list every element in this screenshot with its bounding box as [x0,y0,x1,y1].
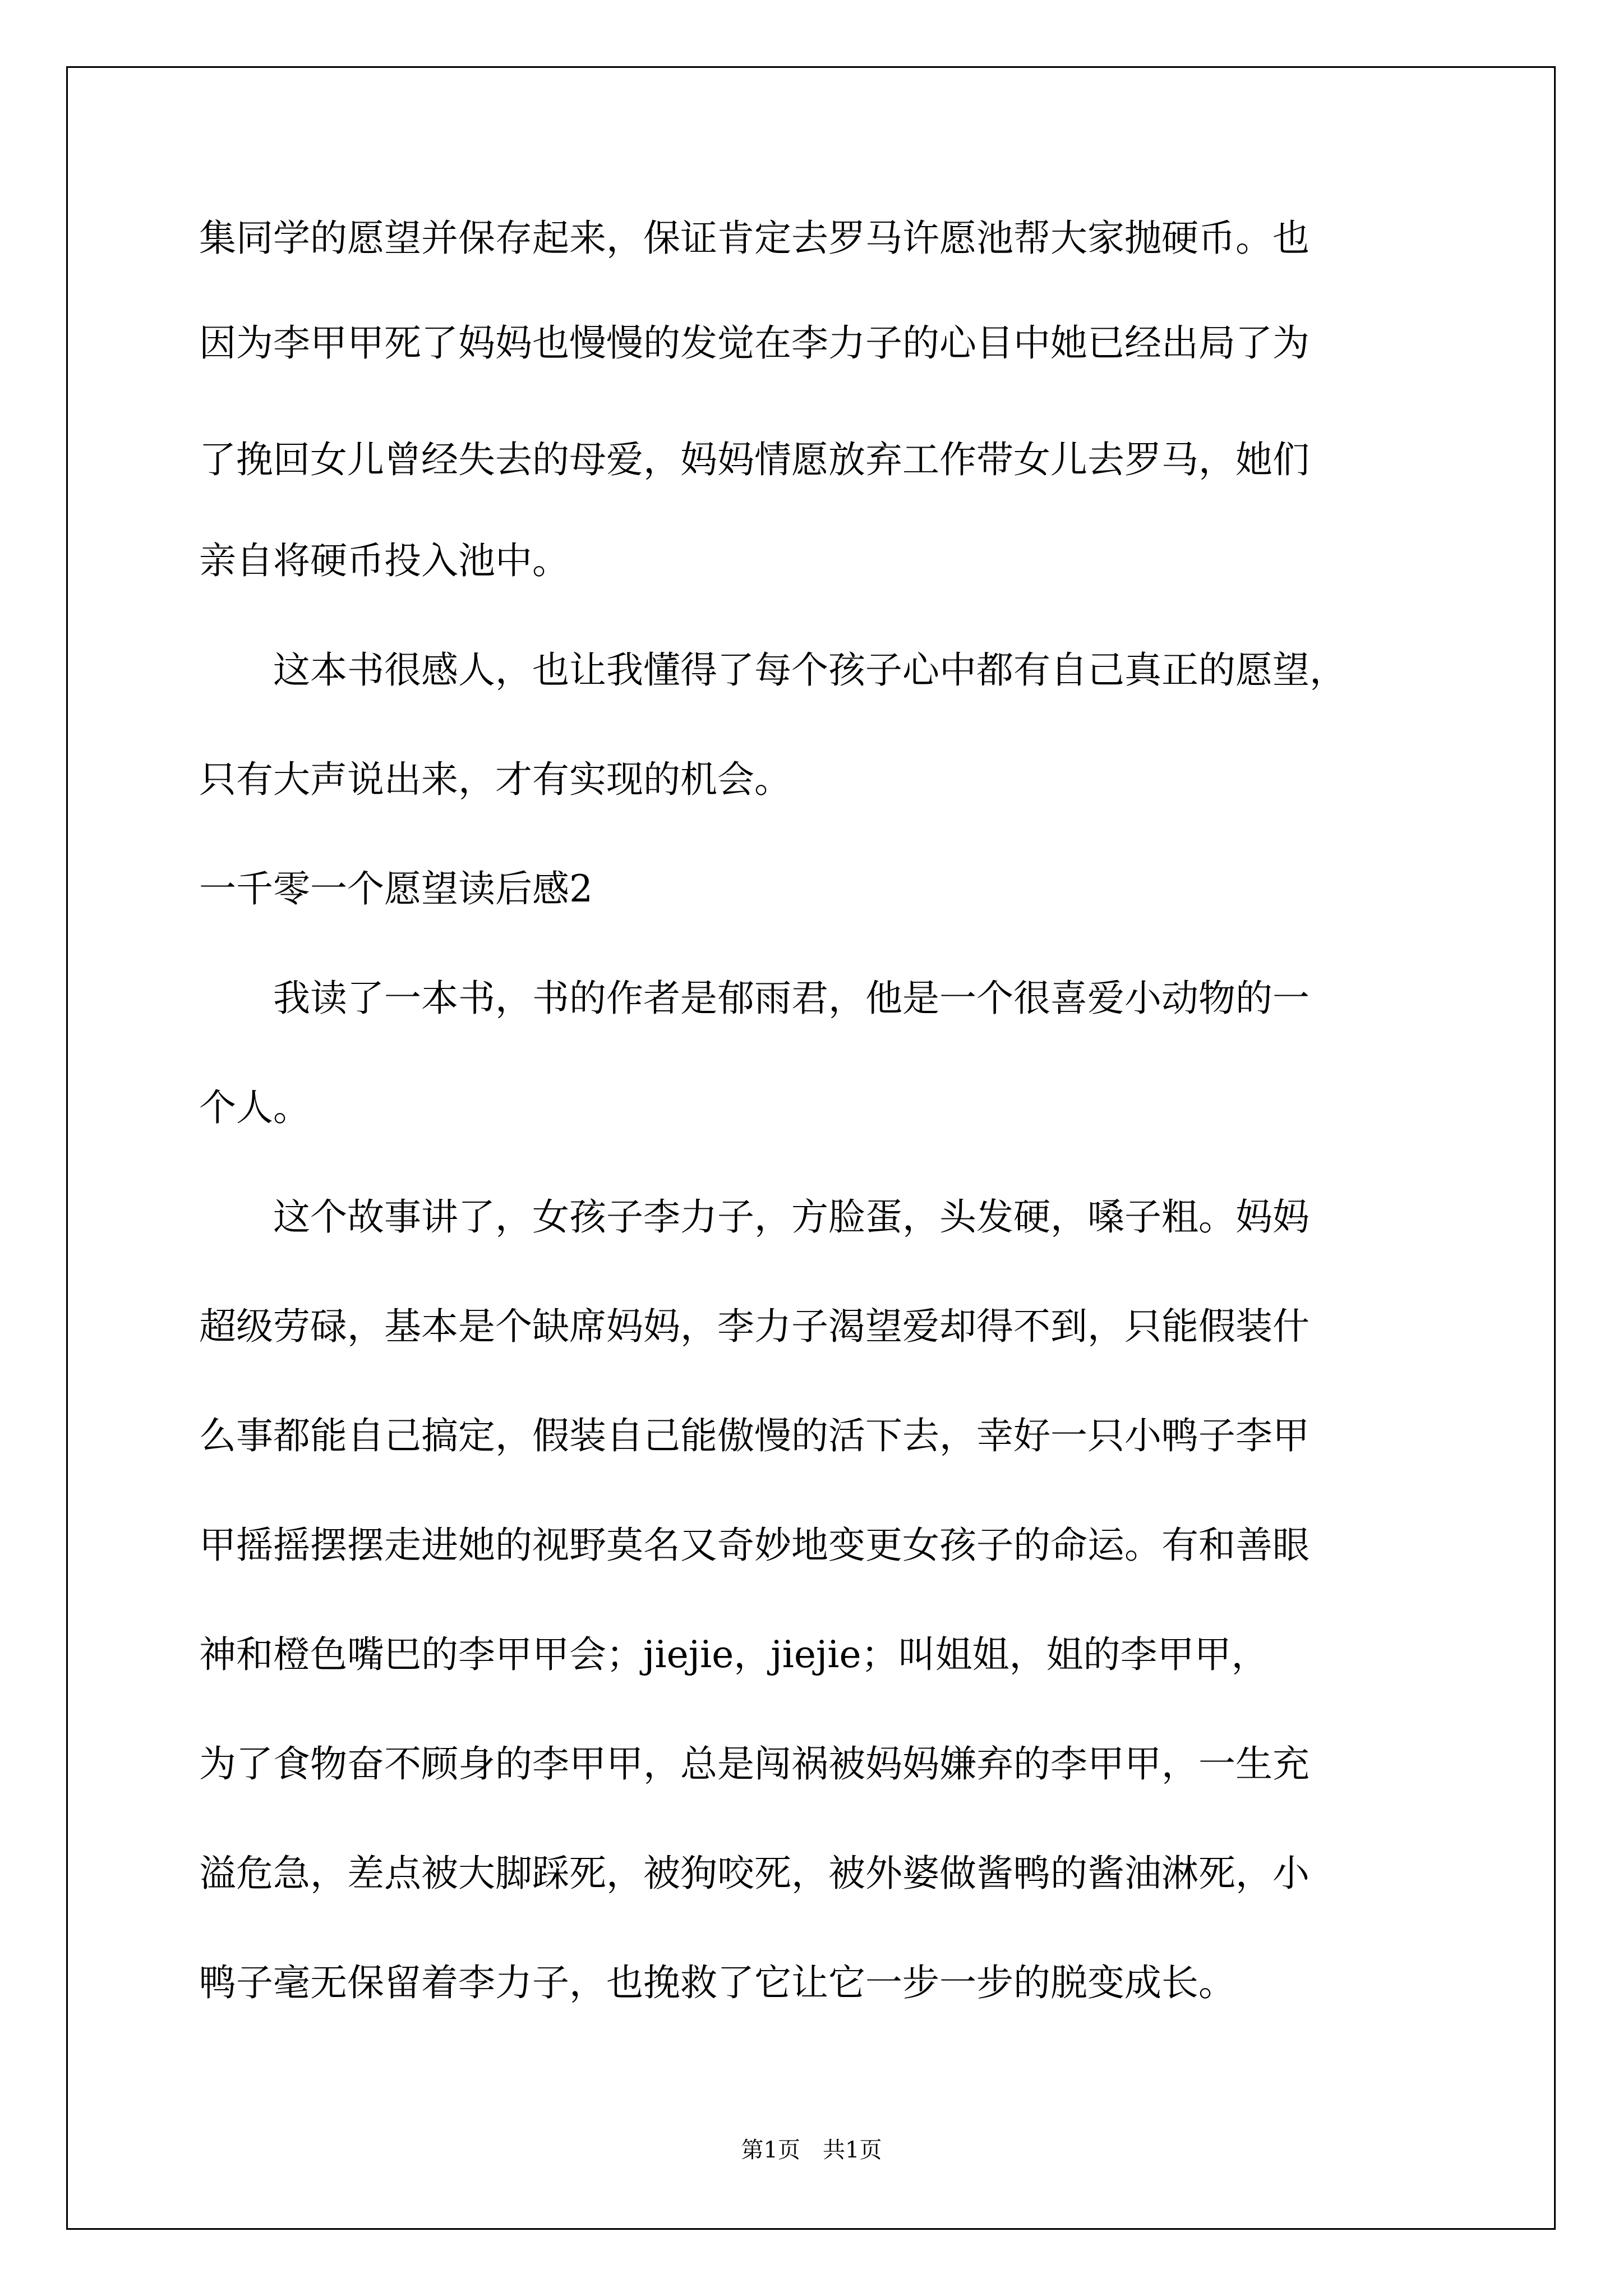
text-line: 溢危急，差点被大脚踩死，被狗咬死，被外婆做酱鸭的酱油淋死，小 [199,1852,1310,1895]
text-line: 个人。 [199,1086,310,1129]
text-line: 亲自将硬币投入池中。 [199,539,569,582]
text-line: 只有大声说出来，才有实现的机会。 [199,758,791,801]
text-line: 甲摇摇摆摆走进她的视野莫名又奇妙地变更女孩子的命运。有和善眼 [199,1524,1310,1567]
text-line: 了挽回女儿曾经失去的母爱，妈妈情愿放弃工作带女儿去罗马，她们 [199,438,1310,481]
text-line: 鸭子毫无保留着李力子，也挽救了它让它一步一步的脱变成长。 [199,1961,1235,2004]
text-line: 这本书很感人，也让我懂得了每个孩子心中都有自己真正的愿望， [199,648,1347,692]
text-line: 因为李甲甲死了妈妈也慢慢的发觉在李力子的心目中她已经出局了为 [199,321,1310,365]
text-line: 超级劳碌，基本是个缺席妈妈，李力子渴望爱却得不到，只能假装什 [199,1305,1310,1348]
page-footer: 第1页 共1页 [741,2137,882,2163]
text-line: 这个故事讲了，女孩子李力子，方脸蛋，头发硬，嗓子粗。妈妈 [199,1195,1310,1239]
section-heading: 一千零一个愿望读后感2 [199,867,593,910]
text-line: 为了食物奋不顾身的李甲甲，总是闯祸被妈妈嫌弃的李甲甲，一生充 [199,1742,1310,1786]
page-border [66,66,1556,2230]
text-line: 集同学的愿望并保存起来，保证肯定去罗马许愿池帮大家抛硬币。也 [199,217,1310,260]
text-line: 我读了一本书，书的作者是郁雨君，他是一个很喜爱小动物的一 [199,977,1310,1020]
text-line: 神和橙色嘴巴的李甲甲会；jiejie，jiejie；叫姐姐，姐的李甲甲， [199,1633,1269,1676]
text-line: 么事都能自己搞定，假装自己能傲慢的活下去，幸好一只小鸭子李甲 [199,1414,1310,1457]
